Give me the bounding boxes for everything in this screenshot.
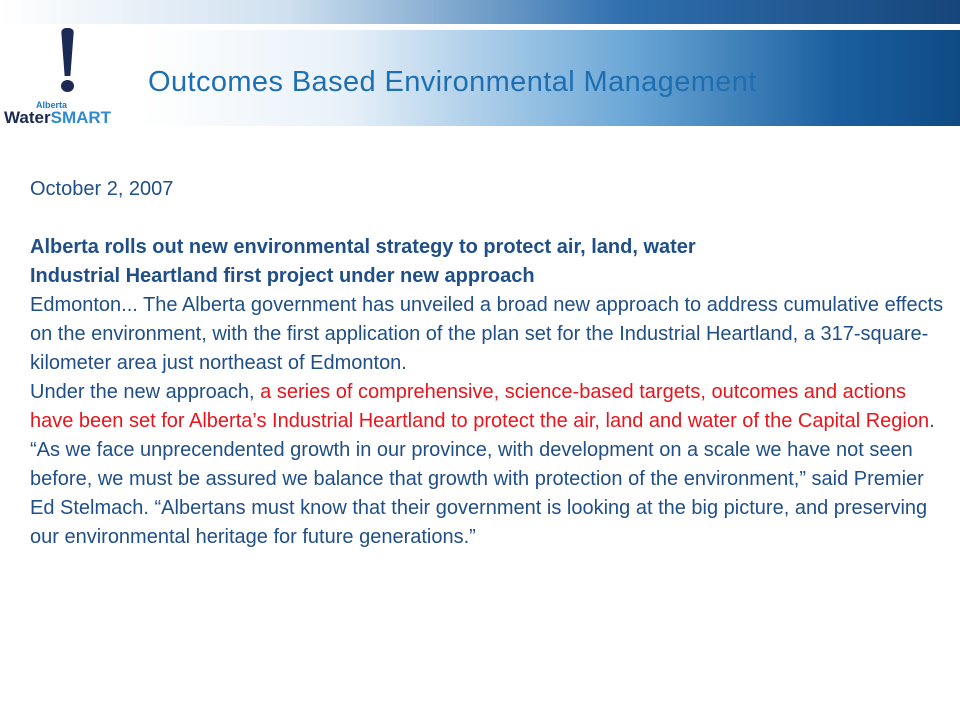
title-banner [140,30,960,126]
headline-primary: Alberta rolls out new environmental strategy to protect air, land, water [30,236,696,258]
paragraph-intro: Edmonton... The Alberta government has unveiled a broad new approach to address cumulative effects on the environment, with the first application of the plan set for the Industrial Heartland, a 317-square-kilometer area just northeast of Edmonton. [30,294,944,374]
headline-secondary: Industrial Heartland first project under new approach [30,265,535,287]
paragraph-approach-tail: . [929,410,935,432]
logo-wordmark-water: Water [4,108,51,127]
logo-wordmark-smart: SMART [50,108,112,127]
paragraph-approach [30,378,950,436]
paragraph-approach-highlight: a series of comprehensive, science-based targets, outcomes and actions have been set for Alberta’s Industrial Heartland to protect the air, land and water of the Capital Region [30,381,930,432]
article-body [30,175,950,552]
page-title: Outcomes Based Environmental Management [148,66,757,98]
paragraph-approach-lead: Under the new approach, [30,381,261,403]
logo-alberta-label: Alberta [36,100,68,110]
top-decorative-bar [0,0,960,24]
exclamation-icon [58,28,78,92]
article-date: October 2, 2007 [30,178,174,200]
alberta-watersmart-logo [0,28,136,128]
logo-wordmark [4,108,111,128]
paragraph-quote: “As we face unprecendented growth in our province, with development on a scale we have not seen before, we must be assured we balance that growth with protection of the environment,” said Premier Ed Stelmach. “Albertans must know that their government is looking at the big picture, and preserving our environmental heritage for future generations.” [30,439,928,548]
